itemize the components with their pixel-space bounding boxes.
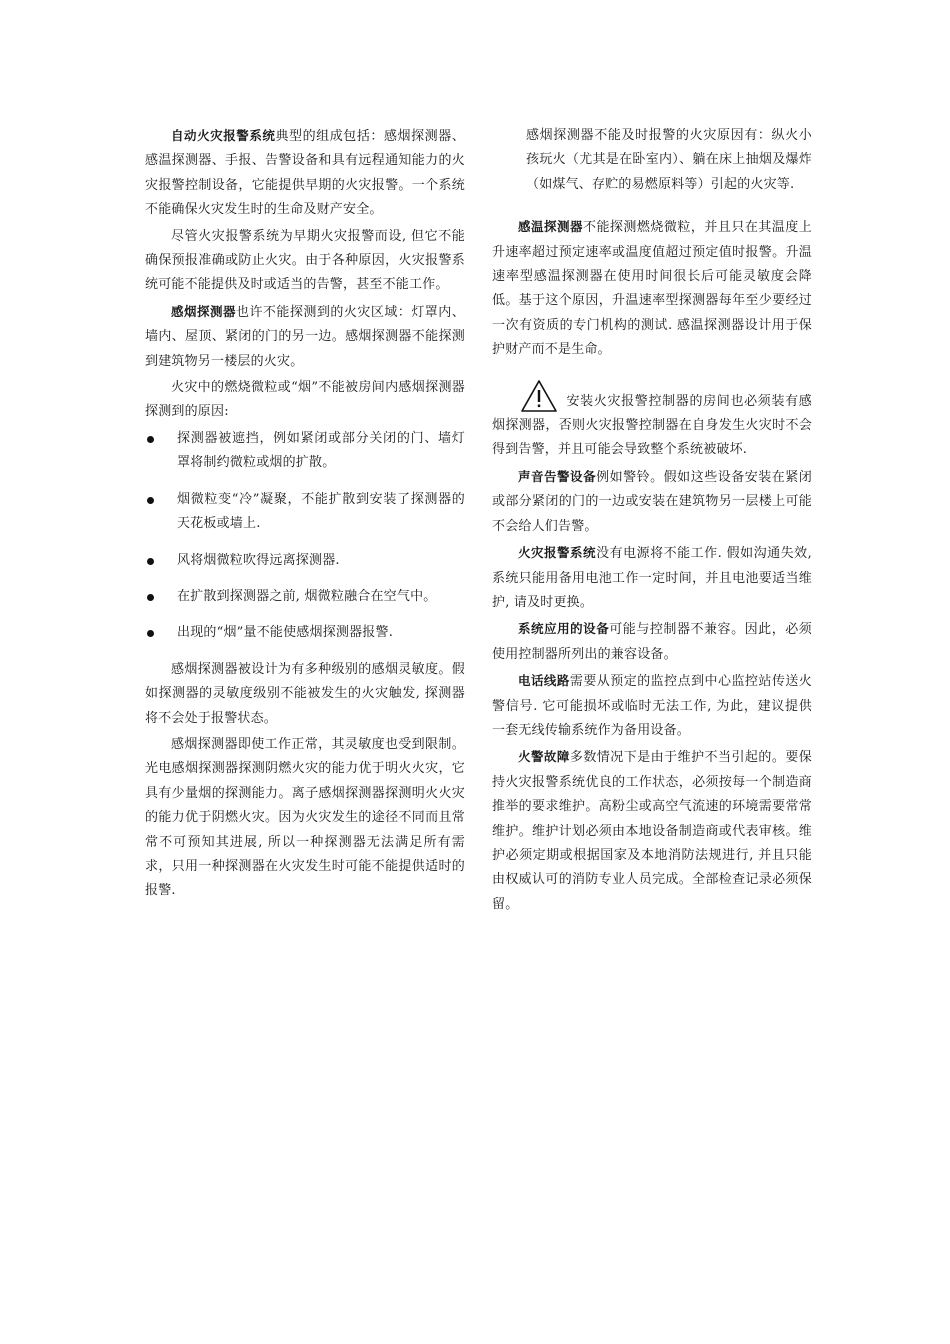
paragraph-phone-lines: [492, 669, 812, 743]
list-item: [145, 488, 465, 537]
list-item: [145, 549, 465, 573]
term-system-devices: 系统应用的设备: [518, 621, 610, 637]
paragraph-smoke-detector: [145, 300, 465, 374]
warning-block: [492, 379, 812, 463]
right-column: [492, 124, 812, 919]
paragraph-sensitivity: [145, 658, 465, 731]
term-alarm-system: 自动火灾报警系统: [171, 128, 276, 143]
bullet-icon: [147, 497, 154, 504]
list-item-text: 在扩散到探测器之前, 烟微粒融合在空气中。: [177, 588, 437, 604]
paragraph-text: 可能与控制器不兼容。因此，必须使用控制器所列出的兼容设备。: [492, 622, 812, 662]
spacer: [492, 365, 812, 379]
paragraph-text: 多数情况下是由于维护不当引起的。要保持火灾报警系统优良的工作状态，必须按每一个制造商推举的要求维护。高粉尘或高空气流速的环境需要常常维护。维护计划必须由本地设备制造商或代表审核。维护必须定期或根据国家及本地消防法规进行, 并且只能由权威认可的消防专业人员完成。全部检查记录必须保留。: [492, 750, 812, 912]
list-item: [145, 621, 465, 645]
term-alarm-system-power: 火灾报警系统: [518, 545, 597, 561]
paragraph-text: 例如警铃。假如这些设备安装在紧闭或部分紧闭的门的一边或安装在建筑物另一层楼上可能不会给人们告警。: [492, 469, 813, 534]
paragraph-text: 典型的组成包括：感烟探测器、感温探测器、手报、告警设备和具有远程通知能力的火灾报警控制设备，它能提供早期的火灾报警。一个系统不能确保火灾发生时的生命及财产安全。: [145, 129, 465, 218]
paragraph-heat-detector: [492, 215, 812, 362]
left-column: [145, 124, 465, 906]
paragraph-text: 没有电源将不能工作. 假如沟通失效, 系统只能用备用电池工作一定时间，并且电池要适当维护, 请及时更换。: [492, 546, 813, 610]
paragraph-text: 尽管火灾报警系统为早期火灾报警而设, 但它不能确保预报准确或防止火灾。由于各种原因，火灾报警系统可能不能提供及时或适当的告警，甚至不能工作。: [145, 228, 465, 293]
warning-text: 安装火灾报警控制器的房间也必须装有感烟探测器，否则火灾报警控制器在自身发生火灾时不会得到告警，并且可能会导致整个系统被破坏.: [492, 393, 812, 458]
paragraph-maintenance: [492, 745, 812, 917]
warning-triangle-icon: [520, 379, 558, 413]
term-audible-devices: 声音告警设备: [518, 468, 597, 484]
paragraph-text: 感烟探测器即使工作正常，其灵敏度也受到限制。光电感烟探测器探测阴燃火灾的能力优于明火火灾，它具有少量烟的探测能力。离子感烟探测器探测明火火灾的能力优于阴燃火灾。因为火灾发生的途径不同而且常常不可预知其进展, 所以一种探测器无法满足所有需求，只用一种探测器在火灾发生时可能不能提供适时的报警.: [145, 736, 465, 899]
bullet-icon: [147, 558, 154, 565]
paragraph-late-alarm-causes: [492, 124, 812, 197]
term-fire-fault: 火警故障: [518, 749, 570, 765]
paragraph-text: 不能探测燃烧微粒，并且只在其温度上升速率超过预定速率或温度值超过预定值时报警。升温速率型感温探测器在使用时间很长后可能灵敏度会降低。基于这个原因，升温速率型探测器每年至少要经过一次有资质的专门机构的测试. 感温探测器设计用于保护财产而不是生命。: [492, 220, 812, 358]
list-item-text: 风将烟微粒吹得远离探测器.: [177, 552, 340, 568]
list-item-text: 探测器被遮挡，例如紧闭或部分关闭的门、墙灯罩将制约微粒或烟的扩散。: [177, 430, 465, 471]
term-phone-lines: 电话线路: [518, 673, 570, 689]
reasons-list: [145, 427, 465, 646]
paragraph-early-warning: [145, 225, 465, 298]
paragraph-text: 需要从预定的监控点到中心监控站传送火警信号. 它可能损坏或临时无法工作, 为此，建议提供一套无线传输系统作为备用设备。: [492, 674, 812, 738]
list-item: [145, 585, 465, 609]
paragraph-alarm-system: [145, 124, 465, 223]
paragraph-power: [492, 541, 812, 615]
bullet-icon: [147, 594, 154, 601]
list-item-text: 出现的“烟”量不能使感烟探测器报警.: [177, 625, 394, 641]
paragraph-text: 火灾中的燃烧微粒或“烟”不能被房间内感烟探测器探测到的原因:: [145, 380, 465, 420]
paragraph-compatibility: [492, 617, 812, 667]
paragraph-detector-limits: [145, 733, 465, 904]
list-item: [145, 427, 465, 476]
paragraph-text: 也许不能探测到的火灾区域：灯罩内、墙内、屋顶、紧闭的门的另一边。感烟探测器不能探测到建筑物另一楼层的火灾。: [145, 304, 465, 369]
list-item-text: 烟微粒变“冷”凝聚，不能扩散到安装了探测器的天花板或墙上.: [177, 491, 465, 532]
bullet-icon: [147, 630, 154, 637]
term-smoke-detector: 感烟探测器: [171, 303, 236, 319]
paragraph-text: 感烟探测器被设计为有多种级别的感烟灵敏度。假如探测器的灵敏度级别不能被发生的火灾触发, 探测器将不会处于报警状态。: [145, 661, 465, 726]
term-heat-detector: 感温探测器: [518, 219, 583, 235]
bullet-icon: [147, 436, 154, 443]
paragraph-audible-devices: [492, 465, 812, 539]
paragraph-text: 感烟探测器不能及时报警的火灾原因有：纵火小孩玩火（尤其是在卧室内）、躺在床上抽烟及爆炸（如煤气、存贮的易燃原料等）引起的火灾等.: [526, 128, 812, 192]
paragraph-smoke-reasons-intro: [145, 376, 465, 425]
